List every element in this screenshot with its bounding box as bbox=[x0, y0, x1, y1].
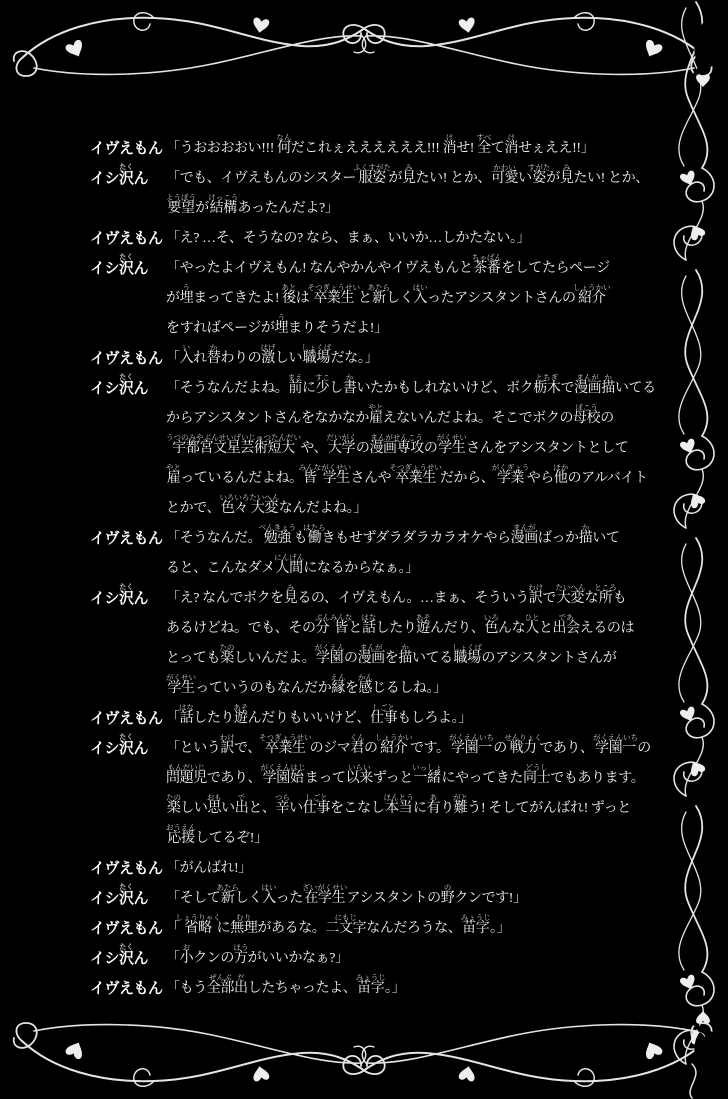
dialogue-line: 「そうなんだ。勉強べんきょうも働はたらきもせずダラダラカラオケやら漫画まんがばっか描かいて bbox=[166, 523, 620, 546]
dialogue-entry bbox=[90, 850, 665, 880]
top-flourish-decoration bbox=[12, 4, 716, 88]
dialogue-text bbox=[166, 520, 665, 580]
dialogue-list bbox=[90, 130, 665, 1000]
dialogue-line: 「そうなんだよね。前まえに少すこし書かいたかもしれないけど、ボク栃木とちぎで漫画まんが描かいてる bbox=[166, 373, 656, 396]
dialogue-text bbox=[166, 220, 665, 250]
dialogue-text bbox=[166, 160, 665, 220]
dialogue-line: 雇やとっているんだよね。皆みんな学生がくせいさんや卒業生そつぎょうせいだから、学業がくぎょうやら他ほかのアルバイト bbox=[166, 463, 648, 486]
speaker-name: イシ沢たくん bbox=[90, 734, 149, 757]
dialogue-line: 「という訳わけで、卒業生そつぎょうせいのジマ君くんの紹介しょうかいです。学園一がくえんいちの戦力せんりょくであり、学園一がくえんいちの bbox=[166, 733, 651, 756]
speaker-name: イヴえもん bbox=[90, 980, 163, 997]
dialogue-line: 「がんばれ!」 bbox=[166, 861, 252, 876]
dialogue-line: 応援おうえんしてるぞ!」 bbox=[166, 823, 268, 846]
speaker-name: イヴえもん bbox=[90, 140, 163, 157]
dialogue-line: をすればページが埋うまりそうだよ!」 bbox=[166, 313, 388, 336]
dialogue-text bbox=[166, 700, 665, 730]
speaker-name: イシ沢たくん bbox=[90, 584, 149, 607]
dialogue-line: 宇都宮文星芸術短大うつのみやぶんせいげいじゅつたんだいや、大学だいがくの漫画専攻まんがせんこうの学生がくせいさんをアシスタントとして bbox=[166, 433, 629, 456]
dialogue-text bbox=[166, 340, 665, 370]
dialogue-text bbox=[166, 940, 665, 970]
right-vine-decoration bbox=[656, 0, 728, 1099]
dialogue-line: 「うおおおおい!!! 何なんだこれぇええええええ!!! 消けせ! 全すべて消けせぇええ!!」 bbox=[166, 133, 595, 156]
dialogue-line: とかで、色々いろいろ大変たいへんなんだよね。」 bbox=[166, 493, 367, 516]
dialogue-line: 「でも、イヴえもんのシスター服姿ふくすがたが見みたい! とか、可愛かわいい姿すがたが見みたい! とか、 bbox=[166, 163, 649, 186]
dialogue-line: 「そして新あたらしく入はいった在学生ざいがくせいアシスタントの野のクンです!」 bbox=[166, 883, 527, 906]
dialogue-entry bbox=[90, 340, 665, 370]
speaker-name: イヴえもん bbox=[90, 350, 163, 367]
dialogue-line: 「入いれ替かわりの激はげしい職場しょくばだな。」 bbox=[166, 343, 379, 366]
dialogue-entry bbox=[90, 730, 665, 850]
dialogue-text bbox=[166, 130, 665, 160]
speaker-name: イシ沢たくん bbox=[90, 884, 149, 907]
dialogue-line: 「やったよイヴえもん! なんやかんやイヴえもんと茶番ちゃばんをしてたらページ bbox=[166, 253, 610, 276]
bottom-flourish-decoration bbox=[12, 1011, 716, 1095]
dialogue-text bbox=[166, 880, 665, 910]
dialogue-text bbox=[166, 910, 665, 940]
dialogue-text bbox=[166, 730, 665, 850]
speaker-name: イシ沢たくん bbox=[90, 944, 149, 967]
dialogue-entry bbox=[90, 370, 665, 520]
speaker-name: イヴえもん bbox=[90, 860, 163, 877]
dialogue-entry bbox=[90, 220, 665, 250]
speaker-name: イシ沢たくん bbox=[90, 164, 149, 187]
dialogue-entry bbox=[90, 160, 665, 220]
dialogue-entry bbox=[90, 250, 665, 340]
speaker-name: イシ沢たくん bbox=[90, 254, 149, 277]
dialogue-entry bbox=[90, 130, 665, 160]
speaker-name: イヴえもん bbox=[90, 530, 163, 547]
dialogue-line: 「小おクンの方ほうがいいかなぁ?」 bbox=[166, 943, 349, 966]
dialogue-entry bbox=[90, 910, 665, 940]
dialogue-line: 要望ようぼうが結構けっこうあったんだよ?」 bbox=[166, 193, 339, 216]
dialogue-line: からアシスタントさんをなかなか雇やとえないんだよね。そこでボクの母校ぼこうの bbox=[166, 403, 614, 426]
dialogue-line: 「え? …そ、そうなの? なら、まぁ、いいか…しかたない。」 bbox=[166, 231, 531, 246]
dialogue-line: 楽たのしい思おもい出でと、辛つらい仕事しごとをこなし本当ほんとうに有あり難がとう! そしてがんばれ! ずっと bbox=[166, 793, 631, 816]
dialogue-entry bbox=[90, 970, 665, 1000]
speaker-name: イシ沢たくん bbox=[90, 374, 149, 397]
dialogue-entry bbox=[90, 700, 665, 730]
dialogue-text bbox=[166, 580, 665, 700]
dialogue-text bbox=[166, 250, 665, 340]
dialogue-line: が埋うまってきたよ! 後あとは卒業生そつぎょうせいと新あたらしく入はいったアシスタントさんの紹介しょうかい bbox=[166, 283, 611, 306]
dialogue-line: 学生がくせいっていうのもなんだか縁えんを感かんじるしね。」 bbox=[166, 673, 447, 696]
dialogue-line: あるけどね。でも、その分ぶん皆みんなと話はなしたり遊あそんだり、色いろんな人ひとと出会であえるのは bbox=[166, 613, 635, 636]
speaker-name: イヴえもん bbox=[90, 920, 163, 937]
dialogue-entry bbox=[90, 580, 665, 700]
speaker-name: イヴえもん bbox=[90, 230, 163, 247]
dialogue-entry bbox=[90, 520, 665, 580]
dialogue-line: ると、こんなダメ人間にんげんになるからなぁ。」 bbox=[166, 553, 419, 576]
dialogue-entry bbox=[90, 880, 665, 910]
dialogue-text bbox=[166, 370, 665, 520]
dialogue-line: とっても楽たのしいんだよ。学園がくえんの漫画まんがを描かいてる職場しょくばのアシスタントさんが bbox=[166, 643, 617, 666]
dialogue-line: 「省略しょうりゃくに無理むりがあるな。二文字にもじなんだろうな、苗字みょうじ。」 bbox=[166, 913, 511, 936]
dialogue-line: 「話はなしたり遊あそんだりもいいけど、仕事しごともしろよ。」 bbox=[166, 703, 472, 726]
dialogue-line: 「もう全部ぜんぶ出だしたちゃったよ、苗字みょうじ。」 bbox=[166, 973, 406, 996]
speaker-name: イヴえもん bbox=[90, 710, 163, 727]
dialogue-text bbox=[166, 850, 665, 880]
dialogue-line: 問題児もんだいじであり、学園始がくえんはじまって以来いらいずっと一緒いっしょにやってきた同士どうしでもあります。 bbox=[166, 763, 645, 786]
dialogue-line: 「え? なんでボクを見みるの、イヴえもん。…まぁ、そういう訳わけで大変たいへんな所ところも bbox=[166, 583, 627, 606]
dialogue-entry bbox=[90, 940, 665, 970]
dialogue-text bbox=[166, 970, 665, 1000]
